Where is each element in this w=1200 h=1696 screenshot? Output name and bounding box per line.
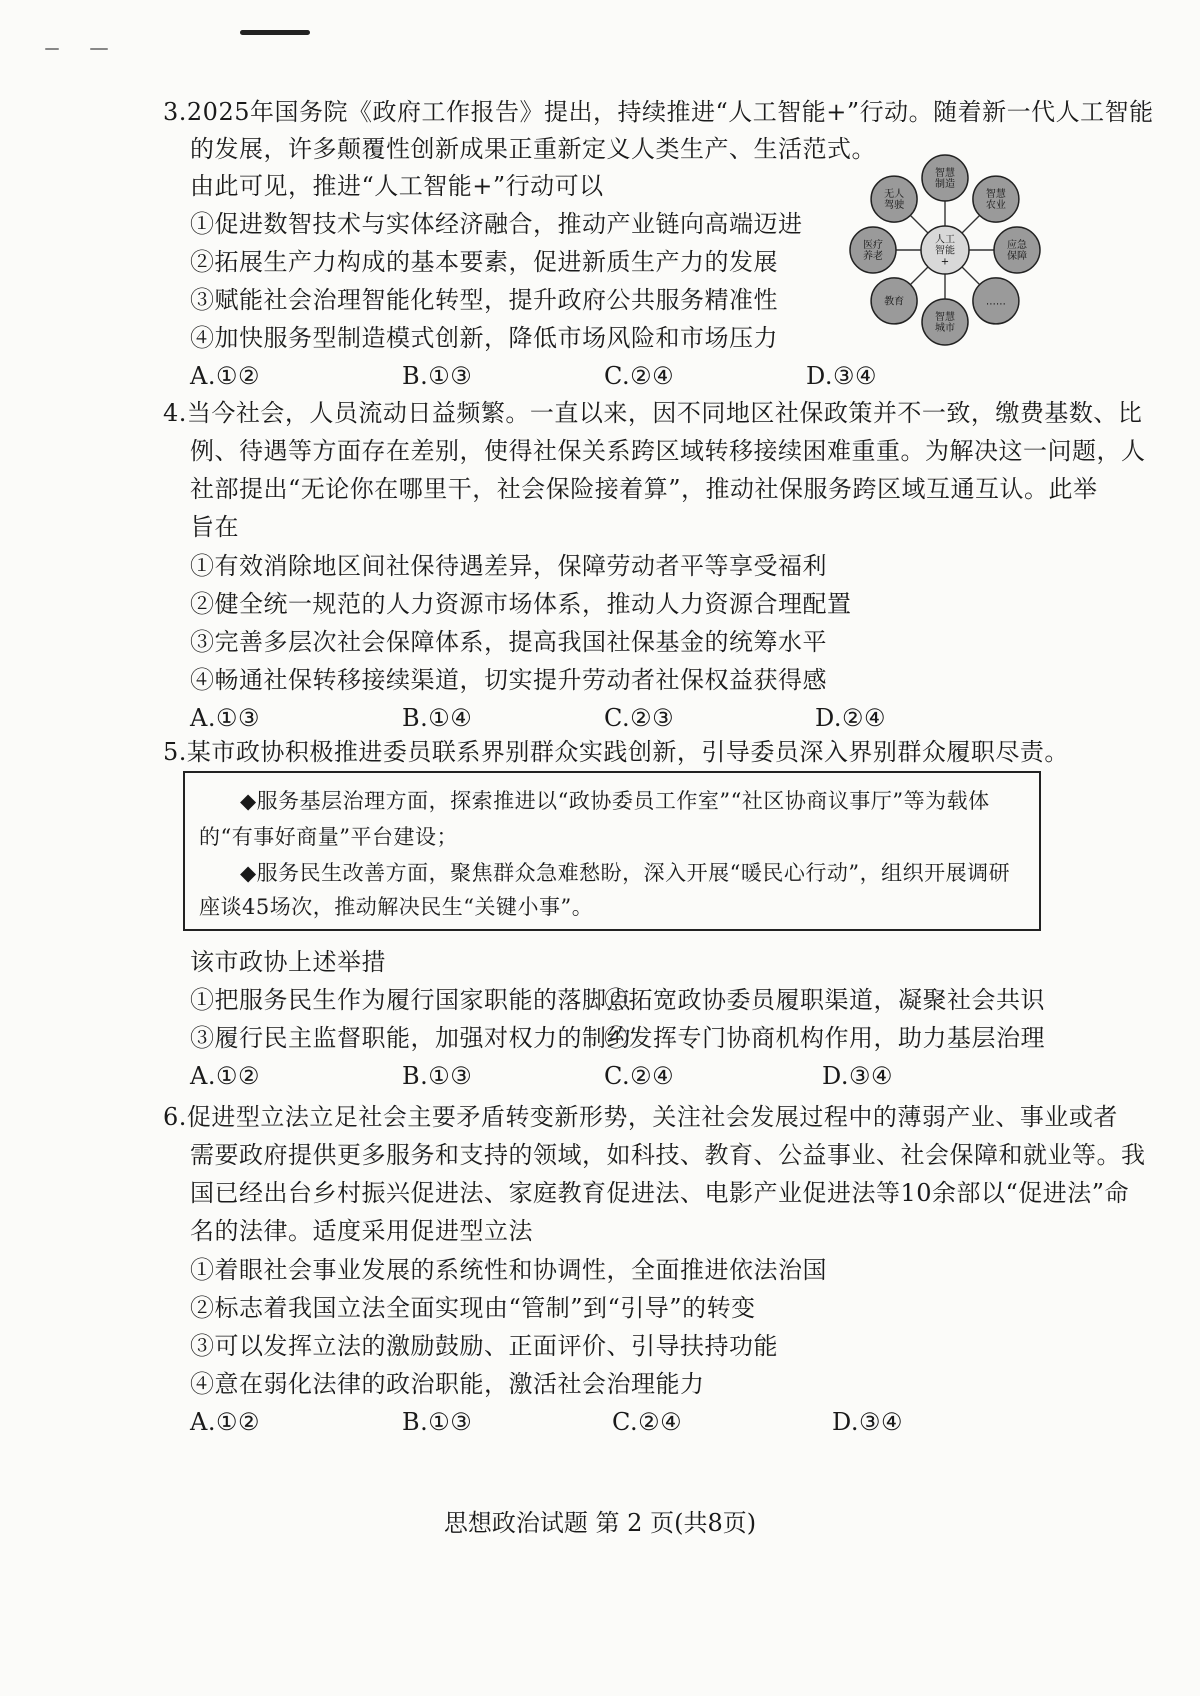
svg-text:智慧: 智慧 <box>985 189 1006 201</box>
q5-box-line-2: 的“有事好商量”平台建设； <box>199 825 458 849</box>
svg-text:保障: 保障 <box>1007 251 1027 262</box>
diagram-center-node <box>921 226 969 274</box>
svg-text:应急: 应急 <box>1007 240 1027 251</box>
q4-stem-line-3: 社部提出“无论你在哪里干，社会保险接着算”，推动社保服务跨区域互通互认。此举 <box>190 475 1098 503</box>
q4-stem-line-1: 4.当今社会，人员流动日益频繁。一直以来，因不同地区社保政策并不一致，缴费基数、比 <box>163 399 1143 427</box>
q6-option-d: D.③④ <box>832 1408 904 1436</box>
q3-item-3: ③赋能社会治理智能化转型，提升政府公共服务精准性 <box>190 286 778 314</box>
q6-item-3: ③可以发挥立法的激励鼓励、正面评价、引导扶持功能 <box>190 1332 778 1360</box>
diagram-node <box>922 155 968 201</box>
scan-mark <box>45 48 59 50</box>
diagram-node <box>871 176 917 222</box>
q5-box-line-3: ◆服务民生改善方面，聚焦群众急难愁盼，深入开展“暖民心行动”，组织开展调研 <box>240 861 1011 885</box>
q4-option-d: D.②④ <box>815 704 887 732</box>
q5-box-line-4: 座谈45场次，推动解决民生“关键小事”。 <box>199 895 594 919</box>
q6-item-4: ④意在弱化法律的政治职能，激活社会治理能力 <box>190 1370 705 1398</box>
svg-text:医疗: 医疗 <box>863 240 883 251</box>
q5-option-a: A.①② <box>190 1062 260 1090</box>
q5-option-d: D.③④ <box>822 1062 894 1090</box>
q3-option-b: B.①③ <box>402 362 473 390</box>
q4-item-3: ③完善多层次社会保障体系，提高我国社保基金的统筹水平 <box>190 628 827 656</box>
svg-text:智能: 智能 <box>935 245 955 257</box>
q4-option-b: B.①④ <box>402 704 473 732</box>
svg-text:养老: 养老 <box>863 251 883 262</box>
q4-stem-line-2: 例、待遇等方面存在差别，使得社保关系跨区域转移接续困难重重。为解决这一问题，人 <box>190 437 1146 465</box>
q3-item-4: ④加快服务型制造模式创新，降低市场风险和市场压力 <box>190 324 778 352</box>
q3-option-d: D.③④ <box>806 362 878 390</box>
q4-item-1: ①有效消除地区间社保待遇差异，保障劳动者平等享受福利 <box>190 552 827 580</box>
q3-option-a: A.①② <box>190 362 260 390</box>
diagram-node <box>973 176 1019 222</box>
q6-option-c: C.②④ <box>612 1408 683 1436</box>
q4-item-2: ②健全统一规范的人力资源市场体系，推动人力资源合理配置 <box>190 590 852 618</box>
scan-mark <box>90 48 108 50</box>
svg-text:智慧: 智慧 <box>935 168 955 179</box>
q5-option-b: B.①③ <box>402 1062 473 1090</box>
q6-stem-line-1: 6.促进型立法立足社会主要矛盾转变新形势，关注社会发展过程中的薄弱产业、事业或者 <box>163 1103 1118 1131</box>
diagram-node <box>973 278 1019 324</box>
q6-stem-line-2: 需要政府提供更多服务和支持的领域，如科技、教育、公益事业、社会保障和就业等。我 <box>190 1141 1146 1169</box>
q3-item-2: ②拓展生产力构成的基本要素，促进新质生产力的发展 <box>190 248 778 276</box>
q5-stem: 5.某市政协积极推进委员联系界别群众实践创新，引导委员深入界别群众履职尽责。 <box>163 738 1069 766</box>
q3-stem-line-2: 的发展，许多颠覆性创新成果正重新定义人类生产、生活范式。 <box>190 135 876 163</box>
q5-item-1: ①把服务民生作为履行国家职能的落脚点 <box>190 986 631 1014</box>
svg-text:智慧: 智慧 <box>935 312 955 323</box>
svg-text:农业: 农业 <box>985 200 1006 212</box>
q4-item-4: ④畅通社保转移接续渠道，切实提升劳动者社保权益获得感 <box>190 666 827 694</box>
q4-option-c: C.②③ <box>604 704 675 732</box>
q5-lead: 该市政协上述举措 <box>190 948 386 976</box>
q5-item-2: ②拓宽政协委员履职渠道，凝聚社会共识 <box>604 986 1045 1014</box>
q5-box-line-1: ◆服务基层治理方面，探索推进以“政协委员工作室”“社区协商议事厅”等为载体 <box>240 789 990 813</box>
q6-stem-line-3: 国已经出台乡村振兴促进法、家庭教育促进法、电影产业促进法等10余部以“促进法”命 <box>190 1179 1130 1207</box>
scan-mark <box>240 30 310 35</box>
q6-item-1: ①着眼社会事业发展的系统性和协调性，全面推进依法治国 <box>190 1256 827 1284</box>
q4-option-a: A.①③ <box>190 704 260 732</box>
diagram-node <box>850 227 896 273</box>
diagram-node <box>871 278 917 324</box>
q5-material-box <box>183 771 1041 931</box>
svg-text:教育: 教育 <box>884 296 905 308</box>
q4-stem-line-4: 旨在 <box>190 513 239 541</box>
svg-text:+: + <box>940 256 950 268</box>
diagram-node <box>922 299 968 345</box>
q5-option-c: C.②④ <box>604 1062 675 1090</box>
q6-stem-line-4: 名的法律。适度采用促进型立法 <box>190 1217 533 1245</box>
svg-text:城市: 城市 <box>935 323 955 334</box>
q3-option-c: C.②④ <box>604 362 675 390</box>
q3-stem-line-3: 由此可见，推进“人工智能+”行动可以 <box>190 172 604 200</box>
diagram-node <box>994 227 1040 273</box>
ai-plus-diagram <box>845 150 1045 350</box>
svg-text:制造: 制造 <box>935 179 955 190</box>
page-footer: 思想政治试题 第 2 页(共8页) <box>443 1509 757 1537</box>
svg-text:……: …… <box>985 296 1006 308</box>
q5-item-3: ③履行民主监督职能，加强对权力的制约 <box>190 1024 631 1052</box>
q5-item-4: ④发挥专门协商机构作用，助力基层治理 <box>604 1024 1045 1052</box>
svg-text:无人: 无人 <box>884 189 905 201</box>
q6-item-2: ②标志着我国立法全面实现由“管制”到“引导”的转变 <box>190 1294 756 1322</box>
q3-stem-line-1: 3.2025年国务院《政府工作报告》提出，持续推进“人工智能+”行动。随着新一代人工智能 <box>163 98 1154 126</box>
q6-option-b: B.①③ <box>402 1408 473 1436</box>
q3-item-1: ①促进数智技术与实体经济融合，推动产业链向高端迈进 <box>190 210 803 238</box>
svg-text:人工: 人工 <box>935 234 955 246</box>
q6-option-a: A.①② <box>190 1408 260 1436</box>
svg-text:驾驶: 驾驶 <box>884 200 905 212</box>
